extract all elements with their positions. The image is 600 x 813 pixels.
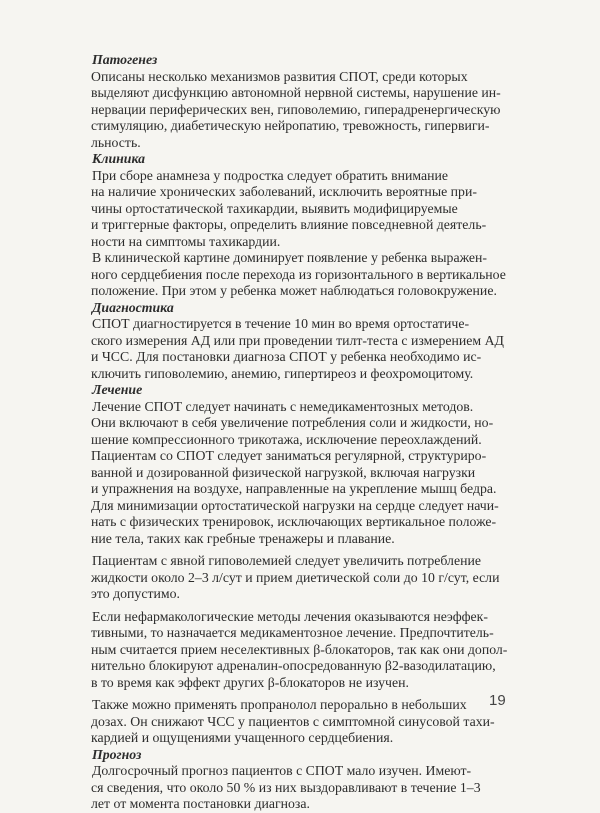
text-line: и триггерные факторы, определить влияние повседневной деятель- — [91, 217, 487, 232]
paragraph-treatment-1 — [91, 399, 512, 548]
text-line: ского измерения АД или при проведении тилт-теста с измерением АД — [91, 332, 504, 348]
text-line: и ЧСС. Для постановки диагноза СПОТ у ребенка необходимо ис- — [91, 349, 482, 364]
paragraph-diagnostics — [91, 316, 512, 382]
text-line: нительно блокируют адреналин-опосредованную β2-вазодилатацию, — [91, 658, 496, 673]
text-line: Пациентам с явной гиповолемией следует увеличить потребление — [92, 553, 481, 568]
text-line: Если нефармакологические методы лечения оказываются неэффек- — [92, 608, 488, 624]
text-line: на наличие хронических заболеваний, исключить вероятные при- — [91, 184, 477, 199]
text-line: В клинической картине доминирует появление у ребенка выражен- — [92, 250, 488, 265]
text-line: кардией и ощущениями учащенного сердцебиения. — [91, 730, 394, 745]
text-line: стимуляцию, диабетическую нейропатию, тревожность, гипервиги- — [91, 118, 490, 133]
text-line: лет от момента постановки диагноза. — [91, 796, 310, 811]
text-line: Для минимизации ортостатической нагрузки на сердце следует начи- — [91, 497, 499, 513]
text-line: и упражнения на воздухе, направленные на укрепление мышц бедра. — [91, 481, 497, 496]
text-line: это допустимо. — [91, 586, 180, 601]
paragraph-pathogenesis — [91, 69, 512, 152]
text-line: положение. При этом у ребенка может наблюдаться головокружение. — [91, 283, 497, 298]
text-line: чины ортостатической тахикардии, выявить модифицируемые — [91, 200, 458, 216]
text-line: тивными, то назначается медикаментозное лечение. Предпочтитель- — [91, 625, 494, 640]
heading-pathogenesis: Патогенез — [92, 52, 158, 67]
text-line: Долгосрочный прогноз пациентов с СПОТ мало изучен. Имеют- — [92, 763, 472, 778]
paragraph-treatment-4 — [91, 697, 512, 747]
paragraph-clinic-1 — [91, 168, 512, 251]
text-line: выделяют дисфункцию автономной нервной системы, нарушение ин- — [91, 85, 501, 100]
text-line: ванной и дозированной физической нагрузкой, включая нагрузки — [91, 464, 476, 480]
text-line: дозах. Он снижают ЧСС у пациентов с симптомной синусовой тахи- — [91, 713, 495, 729]
heading-diagnostics: Диагностика — [92, 299, 174, 315]
text-line: ным считается прием неселективных β-блокаторов, так как они допол- — [91, 641, 508, 657]
text-line: Они включают в себя увеличение потребления соли и жидкости, но- — [91, 415, 494, 430]
heading-clinic: Клиника — [92, 151, 145, 166]
text-line: шение компрессионного трикотажа, исключение переохлаждений. — [91, 431, 482, 447]
text-line: СПОТ диагностируется в течение 10 мин во время ортостатиче- — [92, 316, 470, 331]
text-line: ключить гиповолемию, анемию, гипертиреоз и феохромоцитому. — [91, 365, 474, 381]
page-number: 19 — [489, 692, 506, 709]
text-line: ности на симптомы тахикардии. — [91, 233, 281, 249]
text-line: ние тела, таких как гребные тренажеры и плавание. — [91, 530, 395, 546]
heading-treatment: Лечение — [92, 382, 143, 397]
text-line: нать с физических тренировок, исключающих вертикальное положе- — [91, 514, 497, 529]
text-line: льность. — [91, 134, 141, 150]
text-line: нервации периферических вен, гиповолемию, гиперадренергическую — [91, 101, 501, 117]
text-line: Пациентам со СПОТ следует заниматься регулярной, структуриро- — [91, 448, 487, 463]
paragraph-prognosis — [91, 763, 512, 813]
heading-prognosis: Прогноз — [92, 746, 142, 762]
text-line: ся сведения, что около 50 % из них выздоравливают в течение 1–3 — [91, 779, 481, 795]
text-line: При сборе анамнеза у подростка следует обратить внимание — [92, 167, 449, 183]
text-line: Также можно применять пропранолол перорально в небольших — [92, 697, 467, 712]
text-line: ного сердцебиения после перехода из горизонтального в вертикальное — [91, 266, 506, 282]
paragraph-treatment-2 — [91, 553, 512, 603]
text-line: жидкости около 2–3 л/сут и прием диетической соли до 10 г/сут, если — [91, 569, 500, 585]
text-line: в то время как эффект других β-блокаторов не изучен. — [91, 674, 409, 690]
paragraph-treatment-3 — [91, 609, 512, 692]
text-line: Лечение СПОТ следует начинать с немедикаментозных методов. — [92, 398, 474, 414]
text-line: Описаны несколько механизмов развития СПОТ, среди которых — [91, 68, 468, 84]
paragraph-clinic-2 — [91, 250, 512, 300]
